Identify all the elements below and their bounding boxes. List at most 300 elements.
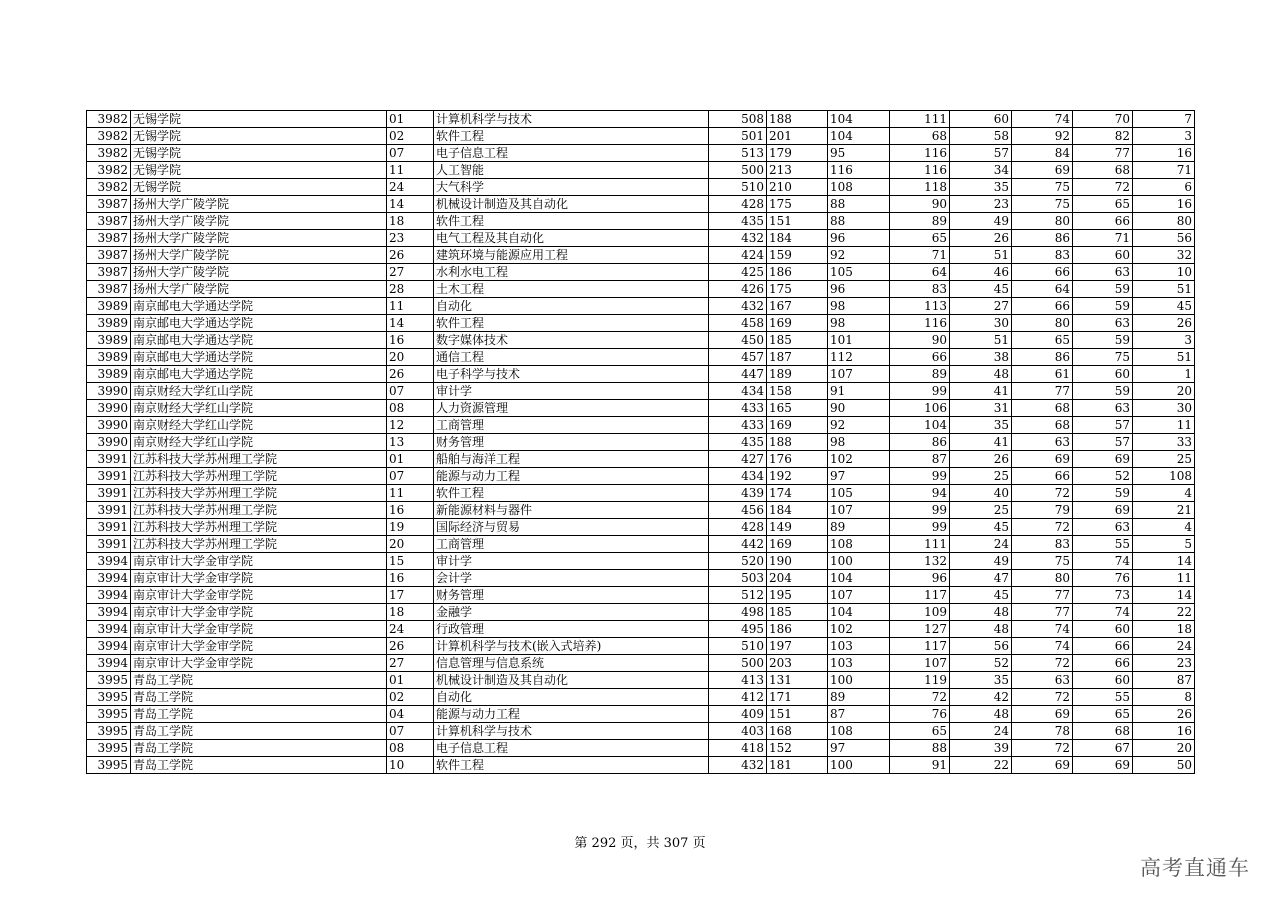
table-row — [87, 519, 1195, 536]
score-b-cell: 100 — [828, 757, 890, 774]
score-c-cell: 76 — [890, 706, 950, 723]
score-c-cell: 116 — [890, 162, 950, 179]
major-code-cell: 26 — [387, 366, 434, 383]
score-c-cell: 71 — [890, 247, 950, 264]
table-row — [87, 213, 1195, 230]
major-name-cell: 电子信息工程 — [434, 145, 709, 162]
major-code-cell: 24 — [387, 621, 434, 638]
score-a-cell: 189 — [767, 366, 828, 383]
major-code-cell: 20 — [387, 536, 434, 553]
score-a-cell: 169 — [767, 536, 828, 553]
score-c-cell: 117 — [890, 587, 950, 604]
score-g-cell: 11 — [1133, 570, 1195, 587]
score-e-cell: 69 — [1012, 451, 1073, 468]
total-score-cell: 495 — [709, 621, 767, 638]
score-f-cell: 82 — [1073, 128, 1133, 145]
major-code-cell: 24 — [387, 179, 434, 196]
school-name-cell: 青岛工学院 — [131, 689, 387, 706]
school-name-cell: 南京财经大学红山学院 — [131, 383, 387, 400]
score-f-cell: 59 — [1073, 281, 1133, 298]
school-code-cell: 3995 — [87, 740, 131, 757]
school-name-cell: 南京审计大学金审学院 — [131, 638, 387, 655]
score-e-cell: 80 — [1012, 315, 1073, 332]
total-score-cell: 409 — [709, 706, 767, 723]
school-name-cell: 江苏科技大学苏州理工学院 — [131, 536, 387, 553]
score-d-cell: 34 — [950, 162, 1012, 179]
score-c-cell: 99 — [890, 383, 950, 400]
score-a-cell: 159 — [767, 247, 828, 264]
table-row — [87, 434, 1195, 451]
school-code-cell: 3987 — [87, 196, 131, 213]
total-score-cell: 513 — [709, 145, 767, 162]
score-c-cell: 96 — [890, 570, 950, 587]
total-score-cell: 435 — [709, 434, 767, 451]
major-name-cell: 计算机科学与技术(嵌入式培养) — [434, 638, 709, 655]
major-code-cell: 28 — [387, 281, 434, 298]
score-f-cell: 63 — [1073, 315, 1133, 332]
total-score-cell: 413 — [709, 672, 767, 689]
table-row — [87, 672, 1195, 689]
major-name-cell: 软件工程 — [434, 757, 709, 774]
score-b-cell: 87 — [828, 706, 890, 723]
score-e-cell: 72 — [1012, 740, 1073, 757]
score-c-cell: 66 — [890, 349, 950, 366]
score-b-cell: 98 — [828, 298, 890, 315]
score-b-cell: 108 — [828, 179, 890, 196]
score-f-cell: 60 — [1073, 621, 1133, 638]
score-a-cell: 151 — [767, 213, 828, 230]
score-b-cell: 88 — [828, 213, 890, 230]
score-f-cell: 63 — [1073, 519, 1133, 536]
major-code-cell: 02 — [387, 128, 434, 145]
total-score-cell: 426 — [709, 281, 767, 298]
major-code-cell: 18 — [387, 604, 434, 621]
school-code-cell: 3994 — [87, 604, 131, 621]
score-a-cell: 192 — [767, 468, 828, 485]
score-e-cell: 61 — [1012, 366, 1073, 383]
score-d-cell: 39 — [950, 740, 1012, 757]
score-a-cell: 210 — [767, 179, 828, 196]
score-a-cell: 151 — [767, 706, 828, 723]
total-score-cell: 412 — [709, 689, 767, 706]
score-a-cell: 185 — [767, 604, 828, 621]
score-e-cell: 66 — [1012, 468, 1073, 485]
score-f-cell: 66 — [1073, 655, 1133, 672]
school-code-cell: 3991 — [87, 485, 131, 502]
major-code-cell: 01 — [387, 672, 434, 689]
major-code-cell: 08 — [387, 400, 434, 417]
major-code-cell: 08 — [387, 740, 434, 757]
score-c-cell: 116 — [890, 145, 950, 162]
school-name-cell: 南京邮电大学通达学院 — [131, 366, 387, 383]
score-f-cell: 75 — [1073, 349, 1133, 366]
major-name-cell: 水利水电工程 — [434, 264, 709, 281]
score-b-cell: 105 — [828, 485, 890, 502]
score-a-cell: 169 — [767, 417, 828, 434]
score-e-cell: 63 — [1012, 672, 1073, 689]
school-code-cell: 3991 — [87, 536, 131, 553]
total-score-cell: 433 — [709, 400, 767, 417]
total-score-cell: 418 — [709, 740, 767, 757]
major-code-cell: 27 — [387, 264, 434, 281]
total-score-cell: 510 — [709, 179, 767, 196]
major-code-cell: 11 — [387, 162, 434, 179]
score-c-cell: 89 — [890, 366, 950, 383]
table-row — [87, 468, 1195, 485]
school-name-cell: 南京邮电大学通达学院 — [131, 298, 387, 315]
score-b-cell: 104 — [828, 128, 890, 145]
major-code-cell: 07 — [387, 723, 434, 740]
score-g-cell: 16 — [1133, 196, 1195, 213]
score-g-cell: 23 — [1133, 655, 1195, 672]
score-a-cell: 152 — [767, 740, 828, 757]
major-code-cell: 17 — [387, 587, 434, 604]
table-row — [87, 230, 1195, 247]
score-b-cell: 101 — [828, 332, 890, 349]
score-g-cell: 51 — [1133, 281, 1195, 298]
major-name-cell: 土木工程 — [434, 281, 709, 298]
score-b-cell: 91 — [828, 383, 890, 400]
score-b-cell: 108 — [828, 723, 890, 740]
score-f-cell: 52 — [1073, 468, 1133, 485]
total-score-cell: 501 — [709, 128, 767, 145]
major-name-cell: 财务管理 — [434, 434, 709, 451]
major-code-cell: 16 — [387, 332, 434, 349]
school-code-cell: 3989 — [87, 298, 131, 315]
major-name-cell: 新能源材料与器件 — [434, 502, 709, 519]
table-row — [87, 485, 1195, 502]
score-g-cell: 1 — [1133, 366, 1195, 383]
table-row — [87, 400, 1195, 417]
school-code-cell: 3994 — [87, 655, 131, 672]
score-f-cell: 55 — [1073, 689, 1133, 706]
school-code-cell: 3991 — [87, 519, 131, 536]
school-code-cell: 3982 — [87, 162, 131, 179]
major-name-cell: 软件工程 — [434, 315, 709, 332]
score-d-cell: 35 — [950, 417, 1012, 434]
score-c-cell: 86 — [890, 434, 950, 451]
score-f-cell: 66 — [1073, 638, 1133, 655]
table-row — [87, 553, 1195, 570]
score-b-cell: 92 — [828, 247, 890, 264]
score-c-cell: 109 — [890, 604, 950, 621]
score-a-cell: 204 — [767, 570, 828, 587]
score-e-cell: 74 — [1012, 111, 1073, 128]
table-row — [87, 349, 1195, 366]
score-c-cell: 111 — [890, 111, 950, 128]
score-c-cell: 111 — [890, 536, 950, 553]
school-code-cell: 3994 — [87, 570, 131, 587]
major-code-cell: 13 — [387, 434, 434, 451]
major-name-cell: 人工智能 — [434, 162, 709, 179]
score-e-cell: 77 — [1012, 383, 1073, 400]
major-name-cell: 电子科学与技术 — [434, 366, 709, 383]
score-f-cell: 76 — [1073, 570, 1133, 587]
table-row — [87, 655, 1195, 672]
score-e-cell: 86 — [1012, 349, 1073, 366]
score-g-cell: 45 — [1133, 298, 1195, 315]
score-a-cell: 188 — [767, 434, 828, 451]
score-c-cell: 127 — [890, 621, 950, 638]
major-code-cell: 01 — [387, 111, 434, 128]
score-f-cell: 74 — [1073, 604, 1133, 621]
table-row — [87, 383, 1195, 400]
table-row — [87, 417, 1195, 434]
score-c-cell: 68 — [890, 128, 950, 145]
score-c-cell: 113 — [890, 298, 950, 315]
score-e-cell: 68 — [1012, 417, 1073, 434]
page-number: 第 292 页，共 307 页 — [574, 836, 706, 851]
score-b-cell: 98 — [828, 315, 890, 332]
score-a-cell: 201 — [767, 128, 828, 145]
major-name-cell: 通信工程 — [434, 349, 709, 366]
table-row — [87, 298, 1195, 315]
score-b-cell: 96 — [828, 281, 890, 298]
watermark-text: 高考直通车 — [1140, 856, 1250, 880]
major-code-cell: 26 — [387, 247, 434, 264]
major-name-cell: 能源与动力工程 — [434, 468, 709, 485]
score-f-cell: 70 — [1073, 111, 1133, 128]
school-name-cell: 南京审计大学金审学院 — [131, 553, 387, 570]
major-code-cell: 11 — [387, 485, 434, 502]
score-b-cell: 103 — [828, 655, 890, 672]
score-b-cell: 116 — [828, 162, 890, 179]
score-e-cell: 66 — [1012, 264, 1073, 281]
score-c-cell: 83 — [890, 281, 950, 298]
major-name-cell: 行政管理 — [434, 621, 709, 638]
school-name-cell: 青岛工学院 — [131, 740, 387, 757]
score-g-cell: 33 — [1133, 434, 1195, 451]
score-d-cell: 26 — [950, 451, 1012, 468]
major-name-cell: 机械设计制造及其自动化 — [434, 196, 709, 213]
score-b-cell: 102 — [828, 621, 890, 638]
major-name-cell: 电子信息工程 — [434, 740, 709, 757]
total-score-cell: 447 — [709, 366, 767, 383]
score-g-cell: 20 — [1133, 740, 1195, 757]
table-row — [87, 162, 1195, 179]
score-c-cell: 99 — [890, 502, 950, 519]
table-row — [87, 723, 1195, 740]
score-d-cell: 25 — [950, 468, 1012, 485]
score-g-cell: 108 — [1133, 468, 1195, 485]
score-d-cell: 25 — [950, 502, 1012, 519]
score-e-cell: 72 — [1012, 485, 1073, 502]
major-name-cell: 软件工程 — [434, 213, 709, 230]
score-g-cell: 50 — [1133, 757, 1195, 774]
score-a-cell: 181 — [767, 757, 828, 774]
score-d-cell: 45 — [950, 519, 1012, 536]
table-row — [87, 111, 1195, 128]
major-code-cell: 26 — [387, 638, 434, 655]
score-c-cell: 117 — [890, 638, 950, 655]
score-e-cell: 78 — [1012, 723, 1073, 740]
score-f-cell: 72 — [1073, 179, 1133, 196]
score-e-cell: 86 — [1012, 230, 1073, 247]
major-code-cell: 20 — [387, 349, 434, 366]
score-d-cell: 48 — [950, 621, 1012, 638]
score-g-cell: 30 — [1133, 400, 1195, 417]
score-d-cell: 31 — [950, 400, 1012, 417]
score-e-cell: 72 — [1012, 519, 1073, 536]
score-d-cell: 30 — [950, 315, 1012, 332]
score-b-cell: 97 — [828, 740, 890, 757]
school-name-cell: 江苏科技大学苏州理工学院 — [131, 468, 387, 485]
table-body — [87, 111, 1195, 774]
score-c-cell: 106 — [890, 400, 950, 417]
major-name-cell: 电气工程及其自动化 — [434, 230, 709, 247]
score-g-cell: 14 — [1133, 553, 1195, 570]
table-row — [87, 604, 1195, 621]
school-code-cell: 3995 — [87, 672, 131, 689]
school-code-cell: 3995 — [87, 723, 131, 740]
school-code-cell: 3995 — [87, 706, 131, 723]
score-g-cell: 11 — [1133, 417, 1195, 434]
score-f-cell: 68 — [1073, 723, 1133, 740]
table-row — [87, 451, 1195, 468]
school-code-cell: 3990 — [87, 400, 131, 417]
score-b-cell: 107 — [828, 502, 890, 519]
score-g-cell: 8 — [1133, 689, 1195, 706]
score-g-cell: 14 — [1133, 587, 1195, 604]
score-e-cell: 72 — [1012, 655, 1073, 672]
table-row — [87, 281, 1195, 298]
score-c-cell: 116 — [890, 315, 950, 332]
major-name-cell: 信息管理与信息系统 — [434, 655, 709, 672]
school-name-cell: 扬州大学广陵学院 — [131, 281, 387, 298]
score-c-cell: 91 — [890, 757, 950, 774]
score-a-cell: 165 — [767, 400, 828, 417]
score-g-cell: 24 — [1133, 638, 1195, 655]
score-d-cell: 56 — [950, 638, 1012, 655]
school-name-cell: 扬州大学广陵学院 — [131, 196, 387, 213]
score-e-cell: 64 — [1012, 281, 1073, 298]
score-e-cell: 75 — [1012, 179, 1073, 196]
score-a-cell: 188 — [767, 111, 828, 128]
score-a-cell: 131 — [767, 672, 828, 689]
score-g-cell: 26 — [1133, 706, 1195, 723]
score-g-cell: 10 — [1133, 264, 1195, 281]
score-d-cell: 38 — [950, 349, 1012, 366]
major-code-cell: 07 — [387, 145, 434, 162]
score-a-cell: 171 — [767, 689, 828, 706]
score-a-cell: 203 — [767, 655, 828, 672]
school-code-cell: 3982 — [87, 179, 131, 196]
school-name-cell: 扬州大学广陵学院 — [131, 230, 387, 247]
school-name-cell: 无锡学院 — [131, 145, 387, 162]
major-name-cell: 财务管理 — [434, 587, 709, 604]
major-code-cell: 11 — [387, 298, 434, 315]
score-c-cell: 90 — [890, 196, 950, 213]
score-g-cell: 56 — [1133, 230, 1195, 247]
school-code-cell: 3994 — [87, 621, 131, 638]
total-score-cell: 498 — [709, 604, 767, 621]
score-f-cell: 59 — [1073, 485, 1133, 502]
score-a-cell: 176 — [767, 451, 828, 468]
score-e-cell: 65 — [1012, 332, 1073, 349]
table-row — [87, 621, 1195, 638]
score-d-cell: 57 — [950, 145, 1012, 162]
score-d-cell: 48 — [950, 366, 1012, 383]
school-code-cell: 3990 — [87, 417, 131, 434]
score-f-cell: 63 — [1073, 264, 1133, 281]
total-score-cell: 435 — [709, 213, 767, 230]
major-name-cell: 船舶与海洋工程 — [434, 451, 709, 468]
score-b-cell: 90 — [828, 400, 890, 417]
school-code-cell: 3989 — [87, 332, 131, 349]
score-c-cell: 118 — [890, 179, 950, 196]
school-name-cell: 无锡学院 — [131, 128, 387, 145]
score-c-cell: 107 — [890, 655, 950, 672]
score-d-cell: 24 — [950, 723, 1012, 740]
total-score-cell: 428 — [709, 196, 767, 213]
score-d-cell: 52 — [950, 655, 1012, 672]
school-name-cell: 青岛工学院 — [131, 723, 387, 740]
score-e-cell: 66 — [1012, 298, 1073, 315]
major-name-cell: 能源与动力工程 — [434, 706, 709, 723]
total-score-cell: 403 — [709, 723, 767, 740]
score-d-cell: 23 — [950, 196, 1012, 213]
score-b-cell: 89 — [828, 519, 890, 536]
score-d-cell: 45 — [950, 587, 1012, 604]
score-g-cell: 16 — [1133, 145, 1195, 162]
total-score-cell: 450 — [709, 332, 767, 349]
school-code-cell: 3995 — [87, 689, 131, 706]
total-score-cell: 510 — [709, 638, 767, 655]
score-d-cell: 35 — [950, 179, 1012, 196]
score-b-cell: 104 — [828, 604, 890, 621]
total-score-cell: 427 — [709, 451, 767, 468]
school-name-cell: 南京财经大学红山学院 — [131, 400, 387, 417]
major-name-cell: 审计学 — [434, 383, 709, 400]
total-score-cell: 432 — [709, 298, 767, 315]
school-code-cell: 3987 — [87, 264, 131, 281]
major-name-cell: 软件工程 — [434, 485, 709, 502]
school-name-cell: 扬州大学广陵学院 — [131, 213, 387, 230]
school-name-cell: 南京邮电大学通达学院 — [131, 315, 387, 332]
score-f-cell: 60 — [1073, 672, 1133, 689]
major-name-cell: 会计学 — [434, 570, 709, 587]
score-g-cell: 21 — [1133, 502, 1195, 519]
score-e-cell: 84 — [1012, 145, 1073, 162]
score-g-cell: 87 — [1133, 672, 1195, 689]
total-score-cell: 520 — [709, 553, 767, 570]
score-g-cell: 26 — [1133, 315, 1195, 332]
school-name-cell: 青岛工学院 — [131, 757, 387, 774]
score-e-cell: 75 — [1012, 196, 1073, 213]
score-g-cell: 5 — [1133, 536, 1195, 553]
score-a-cell: 186 — [767, 264, 828, 281]
score-c-cell: 90 — [890, 332, 950, 349]
score-f-cell: 71 — [1073, 230, 1133, 247]
total-score-cell: 457 — [709, 349, 767, 366]
score-g-cell: 51 — [1133, 349, 1195, 366]
school-name-cell: 南京审计大学金审学院 — [131, 621, 387, 638]
table-row — [87, 502, 1195, 519]
score-d-cell: 58 — [950, 128, 1012, 145]
total-score-cell: 439 — [709, 485, 767, 502]
score-d-cell: 46 — [950, 264, 1012, 281]
score-g-cell: 71 — [1133, 162, 1195, 179]
score-f-cell: 74 — [1073, 553, 1133, 570]
major-code-cell: 14 — [387, 196, 434, 213]
major-code-cell: 19 — [387, 519, 434, 536]
score-c-cell: 88 — [890, 740, 950, 757]
score-f-cell: 60 — [1073, 366, 1133, 383]
score-f-cell: 68 — [1073, 162, 1133, 179]
major-name-cell: 软件工程 — [434, 128, 709, 145]
school-code-cell: 3987 — [87, 213, 131, 230]
major-code-cell: 01 — [387, 451, 434, 468]
